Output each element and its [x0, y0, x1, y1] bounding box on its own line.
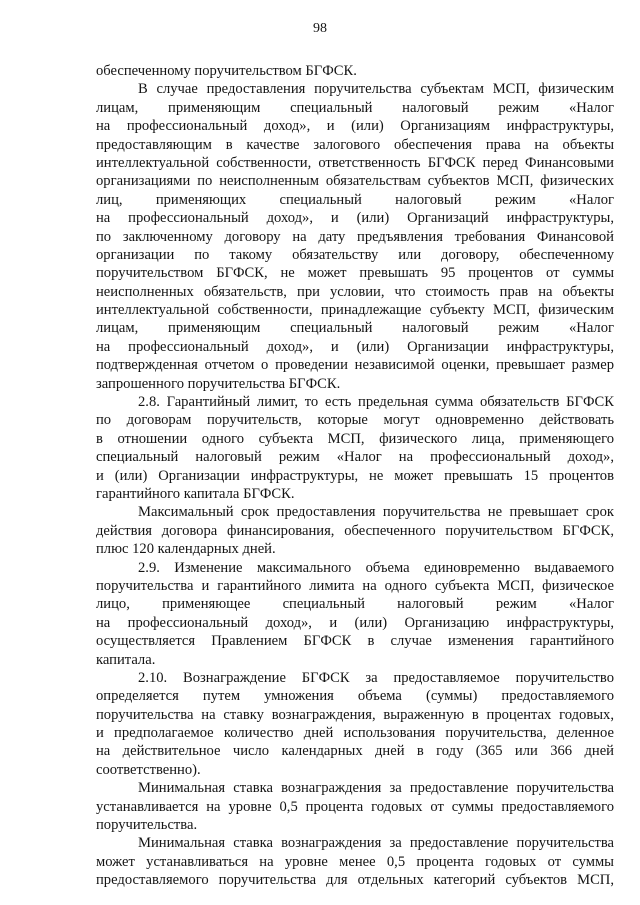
text-line: и (или) Организации инфраструктуры, не может превышать 15 процентов: [96, 467, 614, 484]
text-line: В случае предоставления поручительства субъектам МСП, физическим: [138, 81, 614, 98]
text-line: Минимальная ставка вознаграждения за предоставление поручительства: [138, 780, 614, 797]
text-line: специальный налоговый режим «Налог на профессиональный доход»,: [96, 449, 614, 466]
text-line: запрошенного поручительства БГФСК.: [96, 375, 341, 392]
text-line: лицам, применяющим специальный налоговый режим «Налог: [96, 320, 614, 337]
text-line: предоставляемого поручительства для отдельных категорий субъектов МСП,: [96, 872, 614, 889]
text-line: по заключенному договору на дату предъявления требования Финансовой: [96, 228, 614, 245]
text-line: подтвержденная отчетом о проведении независимой оценки, превышает размер: [96, 357, 614, 374]
text-line: капитала.: [96, 651, 156, 668]
text-line: осуществляется Правлением БГФСК в случае изменения гарантийного: [96, 633, 614, 650]
text-line: лицам, применяющим специальный налоговый режим «Налог: [96, 99, 614, 116]
text-line: плюс 120 календарных дней.: [96, 541, 276, 558]
text-line: 2.10. Вознаграждение БГФСК за предоставляемое поручительство: [138, 669, 614, 686]
body-text: [96, 62, 614, 890]
text-line: организациями по неисполненным обязательствам субъектов МСП, физических: [96, 173, 614, 190]
text-line: обеспеченному поручительством БГФСК.: [96, 63, 357, 79]
text-line: на профессиональный доход», и (или) Организацию инфраструктуры,: [96, 614, 614, 631]
text-line: интеллектуальной собственности, принадлежащие субъекту МСП, физическим: [96, 302, 614, 319]
text-line: лиц, применяющих специальный налоговый режим «Налог: [96, 191, 614, 208]
text-line: интеллектуальной собственности, ответственность БГФСК перед Финансовыми: [96, 154, 614, 171]
text-line: поручительства на ставку вознаграждения, выраженную в процентах годовых,: [96, 706, 614, 723]
text-line: Минимальная ставка вознаграждения за предоставление поручительства: [138, 835, 614, 852]
text-line: 2.9. Изменение максимального объема единовременно выдаваемого: [138, 559, 614, 576]
text-line: по договорам поручительств, которые могут одновременно действовать: [96, 412, 614, 429]
text-line: 2.8. Гарантийный лимит, то есть предельная сумма обязательств БГФСК: [138, 394, 614, 411]
text-line: поручительства и гарантийного лимита на одного субъекта МСП, физическое: [96, 577, 614, 594]
text-line: Максимальный срок предоставления поручительства не превышает срок: [138, 504, 614, 521]
text-line: соответственно).: [96, 761, 201, 778]
text-line: и предполагаемое количество дней использования поручительства, деленное: [96, 725, 614, 742]
text-line: гарантийного капитала БГФСК.: [96, 485, 295, 502]
text-line: устанавливается на уровне 0,5 процента годовых от суммы предоставляемого: [96, 798, 614, 815]
text-line: может устанавливаться на уровне менее 0,5 процента годовых от суммы: [96, 853, 614, 870]
text-line: неисполненных обязательств, при условии, что стоимость прав на объекты: [96, 283, 614, 300]
text-line: на профессиональный доход», и (или) Организаций инфраструктуры,: [96, 210, 614, 227]
text-line: лицо, применяющее специальный налоговый режим «Налог: [96, 596, 614, 613]
text-line: в отношении одного субъекта МСП, физического лица, применяющего: [96, 430, 614, 447]
text-line: предоставляющим в качестве залогового обеспечения права на объекты: [96, 136, 614, 153]
text-line: действия договора финансирования, обеспеченного поручительством БГФСК,: [96, 522, 614, 539]
text-line: на профессиональный доход», и (или) Организациям инфраструктуры,: [96, 118, 614, 135]
page-number: 98: [313, 21, 327, 36]
text-line: на действительное число календарных дней в году (365 или 366 дней: [96, 743, 614, 760]
text-line: поручительства.: [96, 817, 198, 834]
text-line: поручительством БГФСК, не может превышать 95 процентов от суммы: [96, 265, 614, 282]
text-line: определяется путем умножения объема (суммы) предоставляемого: [96, 688, 614, 705]
text-line: организации по такому обязательству или договору, обеспеченному: [96, 246, 614, 263]
text-line: на профессиональный доход», и (или) Организации инфраструктуры,: [96, 338, 614, 355]
